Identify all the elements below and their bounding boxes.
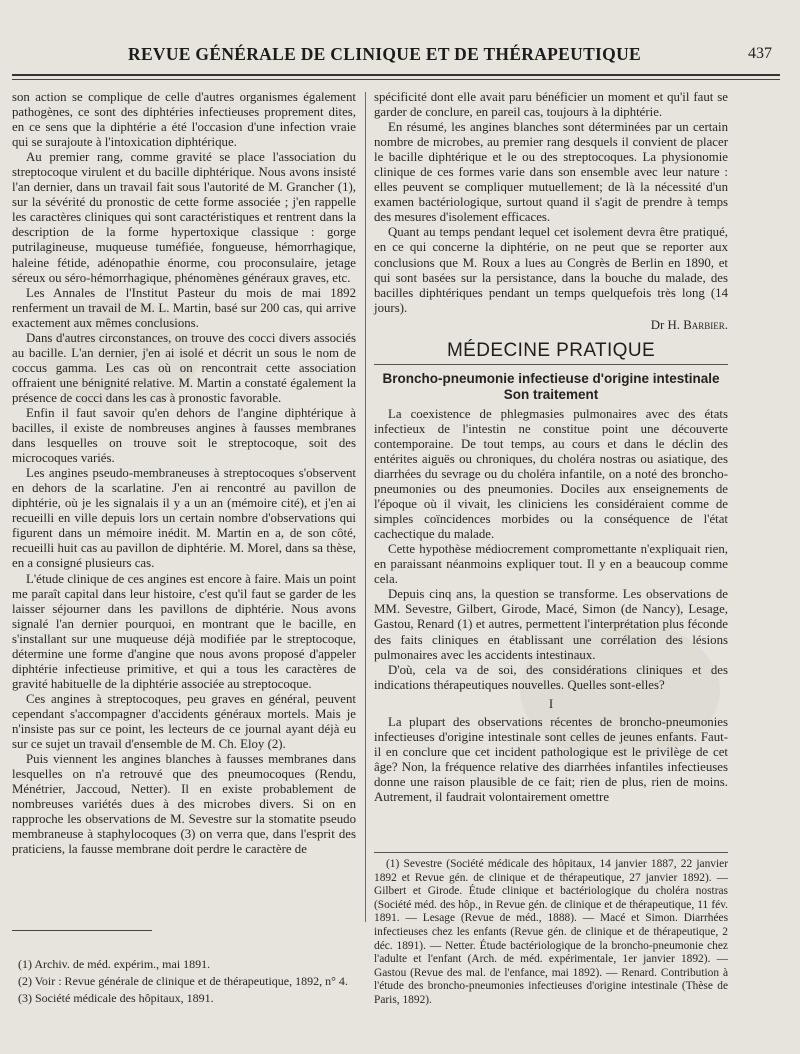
paragraph: D'où, cela va de soi, des considérations cliniques et des indications thérapeutiques nouvelles. Quelles sont-elles? (374, 662, 728, 692)
paragraph: son action se complique de celle d'autres organismes également pathogènes, ce sont des diphtéries infectieuses proprement dites, en ce sens que la diphtérie a été l'occasion d'une infection vraie qui se surajoute à l'intoxication diphtérique. (12, 90, 356, 150)
article-title-line: Son traitement (503, 386, 599, 402)
right-footnotes (374, 858, 728, 1008)
column-divider (365, 92, 366, 922)
left-footnotes (18, 956, 358, 1007)
paragraph: Les Annales de l'Institut Pasteur du mois de mai 1892 renferment un travail de M. L. Martin, basé sur 200 cas, qui arrive exactement aux mêmes conclusions. (12, 285, 356, 330)
paragraph: La plupart des observations récentes de broncho-pneumonies infectieuses d'origine intestinale sont celles de jeunes enfants. Faut-il en conclure que cet incident pathologique est le privilège de cet âge? Non, la fréquence relative des diarrhées infantiles infectieuses donne une raison plausible de ce fait; rien de plus, rien de moins. Autrement, il faudrait volontairement omettre (374, 714, 728, 804)
section-title: MÉDECINE PRATIQUE (446, 339, 656, 361)
article-title (374, 371, 728, 403)
article-title-line: Broncho-pneumonie infectieuse d'origine intestinale (382, 370, 720, 386)
footnote: (3) Société médicale des hôpitaux, 1891. (18, 991, 214, 1005)
author-signature (374, 318, 728, 333)
paragraph: Les angines pseudo-membraneuses à streptocoques s'observent en dehors de la scarlatine. J'en ai rencontré au pavillon de diphtérie, où je les signalais il y a un an (mémoire cité), et j'en ai recueilli en ville depuis lors un certain nombre d'observations qui figurent dans un mémoire inédit. M. Martin en a, de son côté, recueilli huit cas au pavillon de diphtérie. M. Morel, dans sa thèse, en a consigné plusieurs cas. (12, 466, 356, 571)
paragraph: L'étude clinique de ces angines est encore à faire. Mais un point me paraît capital dans leur histoire, c'est qu'il faut se garder de les laisser séjourner dans les pavillons de diphtérie. Nous avons signalé l'an dernier pourquoi, en montrant que le bacille, en s'installant sur une muqueuse déjà modifiée par le streptocoque, détermine une forme d'angine que nous avons proposé d'appeler diphtérie infectieuse primitive, et qui a tous les caractères de gravité habituelle de la diphtérie associée au streptocoque. (12, 571, 356, 691)
footnote: (1) Sevestre (Société médicale des hôpitaux, 14 janvier 1887, 22 janvier 1892 et Revue gén. de clinique et de thérapeutique, 27 janvier 1892). — Gilbert et Girode. Étude clinique et bactériologique du choléra nostras (Société méd. des hôp., in Revue gén. de clinique et de thérapeutique, 11 fév. 1891. — Lesage (Revue de méd., 1888). — Macé et Simon. Diarrhées infectieuses chez les enfants (Revue gén. de clinique et de thérapeutique, 2 déc. 1891). — Netter. Étude bactériologique de la broncho-pneumonie chez l'adulte et l'enfant (Arch. de méd. expérimentale, 1er janvier 1892). — Gastou (Revue des mal. de l'enfance, mai 1892). — Renard. Contribution à l'étude des broncho-pneumonies infectieuses d'origine intestinale (Thèse de Paris, 1892). (374, 858, 728, 1006)
signature-name: Barbier. (683, 317, 728, 332)
right-column (374, 90, 728, 805)
paragraph: Quant au temps pendant lequel cet isolement devra être pratiqué, en ce qui concerne la diphtérie, on ne peut que se reporter aux conclusions que M. Roux a lues au Congrès de Berlin en 1890, et qui sont basées sur la persistance, dans la bouche du malade, des bacilles diphtériques pendant un temps quelquefois très long (14 jours). (374, 225, 728, 315)
header-rule (12, 74, 780, 80)
paragraph: spécificité dont elle avait paru bénéficier un moment et qu'il faut se garder de conclure, en pareil cas, toujours à la diphtérie. (374, 90, 728, 120)
signature-prefix: Dr H. (650, 317, 680, 332)
paragraph: En résumé, les angines blanches sont déterminées par un certain nombre de microbes, au premier rang desquels il convient de placer le bacille diphtérique et le ou des streptocoques. La physionomie clinique de ces formes varie dans son ensemble avec leur nature : elles peuvent se compliquer mutuellement; de là la nécessité d'un examen bactériologique, surtout quand il s'agit de prendre à temps des mesures d'isolement efficaces. (374, 120, 728, 225)
footnote: (2) Voir : Revue générale de clinique et de thérapeutique, 1892, n° 4. (18, 974, 348, 988)
footnote: (1) Archiv. de méd. expérim., mai 1891. (18, 957, 211, 971)
paragraph: Cette hypothèse médiocrement compromettante n'expliquait rien, en paraissant néanmoins expliquer tout. Il y en a beaucoup comme cela. (374, 542, 728, 587)
running-title: REVUE GÉNÉRALE DE CLINIQUE ET DE THÉRAPEUTIQUE (128, 44, 641, 64)
left-column (12, 90, 356, 857)
paragraph: Au premier rang, comme gravité se place l'association du streptocoque virulent et du bacille diphtérique. Nous avons insisté l'an dernier, dans un travail fait sous l'autorité de M. Grancher (1), sur la sévérité du pronostic de cette forme associée ; j'en rappelle les caractères cliniques qui sont caractéristiques et rentrent dans la description de la forme hypertoxique classique : gorge putrilagineuse, muqueuse tuméfiée, fongueuse, hémorrhagique, haleine fétide, adénopathie énorme, cou proconsulaire, jetage séreux ou séro-hémorrhagique, phénomènes généraux graves, etc. (12, 150, 356, 285)
footnote-rule (12, 930, 152, 931)
footnote-rule (374, 852, 728, 853)
paragraph: Dans d'autres circonstances, on trouve des cocci divers associés au bacille. L'an dernier, j'en ai isolé et décrit un sous le nom de coccus gamma. Les cas où on rencontrait cette association offraient une bénignité relative. M. Martin a constaté également la présence de cocci dans les cas à pronostic favorable. (12, 330, 356, 405)
page-number: 437 (748, 45, 772, 62)
section-numeral: I (548, 696, 554, 711)
paragraph: Depuis cinq ans, la question se transforme. Les observations de MM. Sevestre, Gilbert, Girode, Macé, Simon (de Nancy), Lesage, Gastou, Renard (1) et autres, permettent l'interprétation plus féconde des faits cliniques en établissant une corrélation des lésions pulmonaires avec les accidents intestinaux. (374, 587, 728, 662)
paragraph: Puis viennent les angines blanches à fausses membranes dans lesquelles on n'a retrouvé que des pneumocoques (Rendu, Ménétrier, Jaccoud, Netter). Il en existe probablement de nombreuses variétés dues à des microbes divers. Si on en rapproche les observations de M. Sevestre sur la stomatite pseudo membraneuse à staphylocoques (3) on verra que, dans l'esprit des praticiens, la fausse membrane doit perdre le caractère de (12, 752, 356, 857)
paragraph: La coexistence de phlegmasies pulmonaires avec des états infectieux de l'intestin ne constitue point une découverte contemporaine. De tout temps, au cours et dans le déclin des entérites aiguës ou chroniques, du choléra nostras ou asiatique, des diarrhées du sevrage ou du choléra infantile, on a noté des broncho-pneumonies ou des pneumonies. Dociles aux enseignements de l'époque où il vivait, les cliniciens les considéraient comme de simples coïncidences morbides ou la conséquence de l'état cachectique du malade. (374, 406, 728, 542)
paragraph: Ces angines à streptocoques, peu graves en général, peuvent cependant s'accompagner d'accidents généraux mortels. Mais je n'insiste pas sur ce point, les lecteurs de ce journal ayant déjà eu sur ce sujet un travail d'ensemble de M. Ch. Eloy (2). (12, 691, 356, 752)
paragraph: Enfin il faut savoir qu'en dehors de l'angine diphtérique à bacilles, il existe de nombreuses angines à fausses membranes dans lesquelles on trouve soit le streptocoque, soit des microcoques variés. (12, 405, 356, 466)
section-rule (374, 364, 728, 365)
running-header (12, 42, 780, 68)
